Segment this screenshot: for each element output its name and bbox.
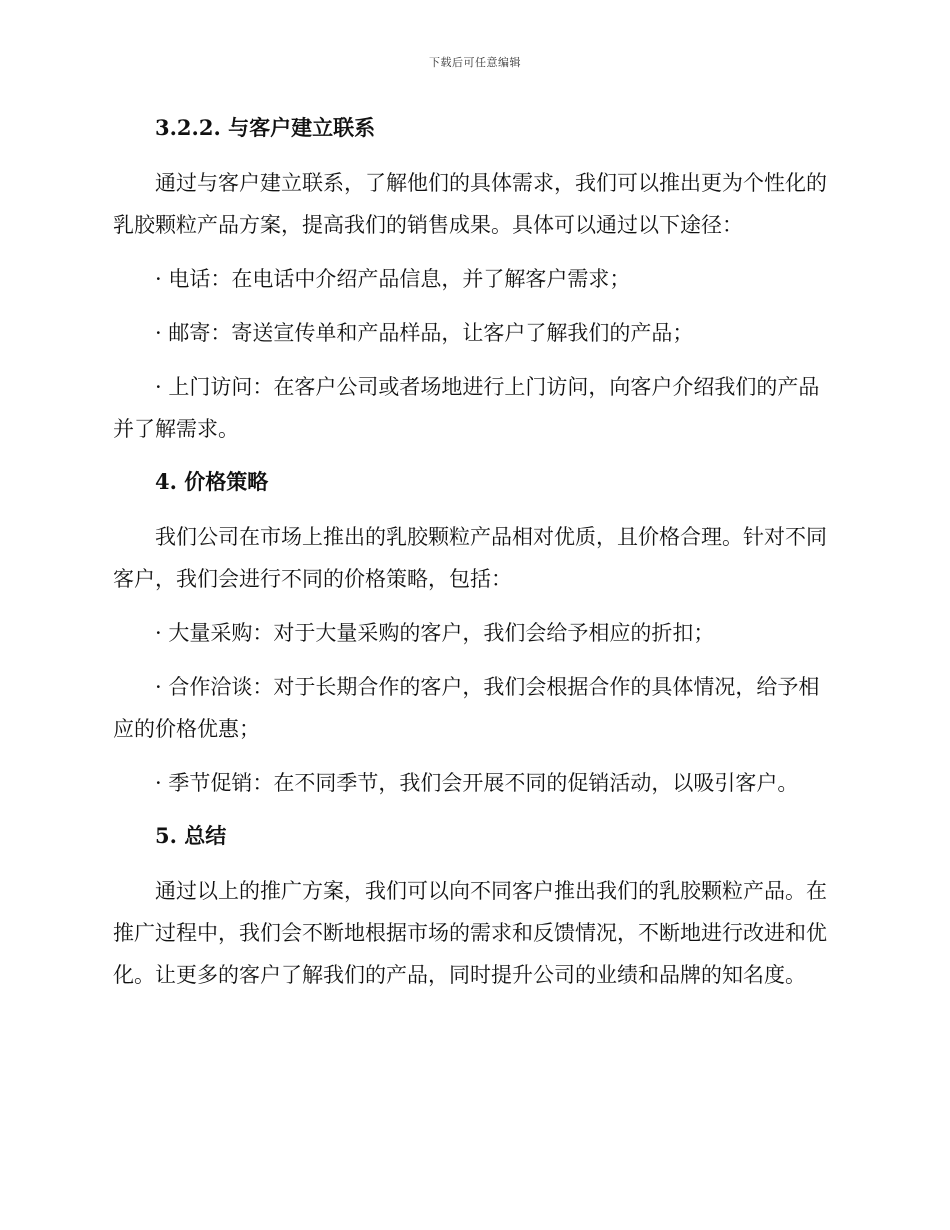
list-item-seasonal-promotion: · 季节促销：在不同季节，我们会开展不同的促销活动，以吸引客户。 <box>155 771 799 795</box>
section-heading-3-2-2: 3.2.2. 与客户建立联系 <box>155 115 376 140</box>
document-content <box>113 108 833 996</box>
section-4-intro: 我们公司在市场上推出的乳胶颗粒产品相对优质，且价格合理。针对不同客户，我们会进行不同的价格策略，包括： <box>113 525 827 591</box>
section-5-body: 通过以上的推广方案，我们可以向不同客户推出我们的乳胶颗粒产品。在推广过程中，我们会不断地根据市场的需求和反馈情况，不断地进行改进和优化。让更多的客户了解我们的产品，同时提升公司的业绩和品牌的知名度。 <box>113 879 827 987</box>
list-item-cooperation: · 合作洽谈：对于长期合作的客户，我们会根据合作的具体情况，给予相应的价格优惠； <box>113 675 820 741</box>
list-item-visit: · 上门访问：在客户公司或者场地进行上门访问，向客户介绍我们的产品并了解需求。 <box>113 375 820 441</box>
section-heading-4: 4. 价格策略 <box>155 469 269 494</box>
list-item-mail: · 邮寄：寄送宣传单和产品样品，让客户了解我们的产品； <box>155 321 694 345</box>
section-3-2-2-intro: 通过与客户建立联系，了解他们的具体需求，我们可以推出更为个性化的乳胶颗粒产品方案，提高我们的销售成果。具体可以通过以下途径： <box>113 171 827 237</box>
list-item-bulk-purchase: · 大量采购：对于大量采购的客户，我们会给予相应的折扣； <box>155 621 715 645</box>
list-item-phone: · 电话：在电话中介绍产品信息，并了解客户需求； <box>155 267 631 291</box>
header-note: 下载后可任意编辑 <box>429 56 521 69</box>
section-heading-5: 5. 总结 <box>155 823 227 848</box>
